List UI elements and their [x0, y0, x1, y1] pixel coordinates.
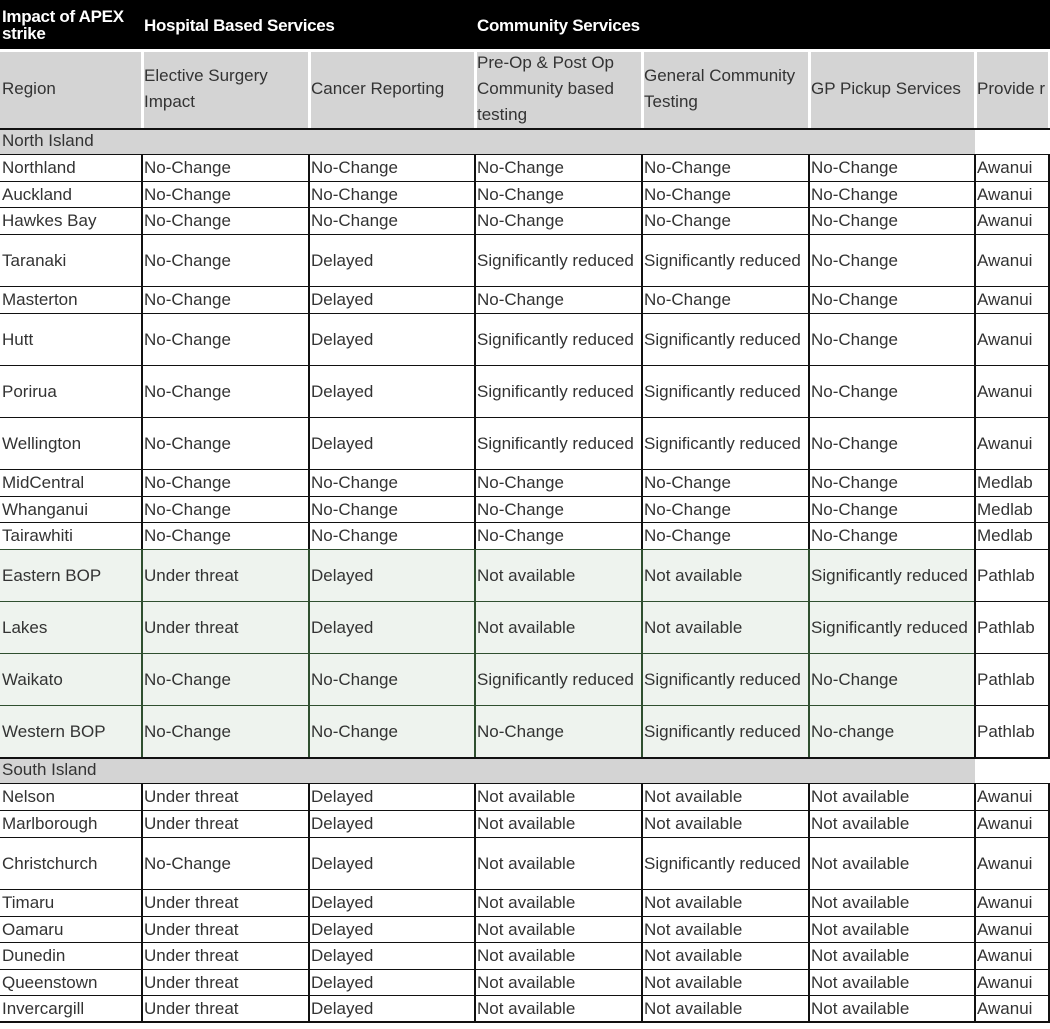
table-cell: Not available: [475, 602, 642, 653]
table-cell: No-Change: [142, 287, 309, 313]
table-cell: Delayed: [309, 602, 475, 653]
table-cell: Delayed: [309, 917, 475, 942]
table-cell: Delayed: [309, 890, 475, 916]
table-cell: Under threat: [142, 602, 309, 653]
table-cell: Delayed: [309, 287, 475, 313]
table-cell: No-Change: [475, 155, 642, 181]
table-cell: Pathlab: [975, 706, 1050, 757]
table-cell: Significantly reduced: [642, 654, 809, 705]
table-cell: Delayed: [309, 943, 475, 969]
table-cell: Delayed: [309, 418, 475, 469]
table-cell: Significantly reduced: [642, 418, 809, 469]
table-cell: Under threat: [142, 550, 309, 601]
table-cell: Medlab: [975, 497, 1050, 522]
table-cell: No-Change: [142, 235, 309, 286]
table-cell: No-Change: [809, 470, 975, 496]
table-cell: Not available: [475, 784, 642, 810]
table-cell: No-Change: [809, 497, 975, 522]
table-cell: Not available: [475, 811, 642, 837]
table-cell: No-Change: [642, 208, 809, 234]
table-cell: Not available: [809, 996, 975, 1021]
table-cell: Not available: [475, 550, 642, 601]
table-cell: No-Change: [475, 182, 642, 207]
table-cell: No-Change: [142, 838, 309, 889]
region-cell: Invercargill: [0, 996, 142, 1021]
table-cell: Delayed: [309, 996, 475, 1021]
table-cell: Not available: [642, 970, 809, 995]
table-cell: No-Change: [142, 418, 309, 469]
table-cell: Significantly reduced: [475, 418, 642, 469]
region-cell: Waikato: [0, 654, 142, 705]
table-cell: Under threat: [142, 917, 309, 942]
table-cell: Not available: [642, 943, 809, 969]
table-cell: No-Change: [809, 208, 975, 234]
table-cell: Not available: [475, 970, 642, 995]
column-header-3: Pre-Op & Post Op Community based testing: [475, 50, 642, 128]
table-cell: Not available: [642, 602, 809, 653]
table-cell: No-Change: [809, 418, 975, 469]
table-cell: No-Change: [475, 287, 642, 313]
table-cell: Under threat: [142, 943, 309, 969]
region-cell: Dunedin: [0, 943, 142, 969]
section-header-blank: [975, 757, 1050, 783]
table-cell: No-Change: [475, 523, 642, 549]
table-cell: Awanui: [975, 943, 1050, 969]
section-header-1: South Island: [0, 757, 975, 783]
group-header-hospital: Hospital Based Services: [142, 0, 475, 50]
table-cell: No-Change: [142, 706, 309, 757]
table-cell: Significantly reduced: [475, 314, 642, 365]
table-cell: No-Change: [142, 314, 309, 365]
table-cell: Delayed: [309, 550, 475, 601]
table-cell: Delayed: [309, 235, 475, 286]
table-cell: Awanui: [975, 784, 1050, 810]
table-cell: Not available: [809, 970, 975, 995]
table-cell: Significantly reduced: [475, 654, 642, 705]
table-cell: Awanui: [975, 838, 1050, 889]
table-cell: Significantly reduced: [809, 550, 975, 601]
table-cell: Significantly reduced: [809, 602, 975, 653]
table-cell: Awanui: [975, 811, 1050, 837]
table-cell: Awanui: [975, 314, 1050, 365]
table-cell: Not available: [475, 838, 642, 889]
table-cell: No-Change: [809, 366, 975, 417]
table-cell: No-Change: [642, 182, 809, 207]
region-cell: Nelson: [0, 784, 142, 810]
table-cell: Not available: [642, 784, 809, 810]
table-cell: Delayed: [309, 838, 475, 889]
region-cell: Oamaru: [0, 917, 142, 942]
table-cell: Delayed: [309, 314, 475, 365]
table-cell: Significantly reduced: [475, 366, 642, 417]
column-header-4: General Community Testing: [642, 50, 809, 128]
table-cell: Medlab: [975, 470, 1050, 496]
table-cell: No-Change: [642, 287, 809, 313]
table-cell: Pathlab: [975, 654, 1050, 705]
region-cell: Porirua: [0, 366, 142, 417]
table-cell: No-Change: [142, 155, 309, 181]
table-cell: No-Change: [809, 314, 975, 365]
table-cell: Awanui: [975, 418, 1050, 469]
table-cell: Not available: [809, 838, 975, 889]
table-cell: Not available: [809, 784, 975, 810]
table-cell: No-Change: [809, 182, 975, 207]
region-cell: Queenstown: [0, 970, 142, 995]
table-cell: Not available: [809, 943, 975, 969]
table-cell: Significantly reduced: [642, 235, 809, 286]
section-header-0: North Island: [0, 128, 975, 154]
region-cell: Hawkes Bay: [0, 208, 142, 234]
column-header-0: Region: [0, 50, 142, 128]
region-cell: Auckland: [0, 182, 142, 207]
table-cell: Pathlab: [975, 550, 1050, 601]
table-cell: No-Change: [142, 366, 309, 417]
table-cell: No-Change: [475, 497, 642, 522]
table-cell: No-Change: [309, 155, 475, 181]
table-cell: Significantly reduced: [642, 706, 809, 757]
group-header-community: Community Services: [475, 0, 1050, 50]
table-cell: Not available: [809, 917, 975, 942]
column-header-1: Elective Surgery Impact: [142, 50, 309, 128]
table-cell: Awanui: [975, 970, 1050, 995]
table-cell: Not available: [475, 890, 642, 916]
table-cell: Not available: [809, 811, 975, 837]
region-cell: Northland: [0, 155, 142, 181]
table-cell: Not available: [642, 890, 809, 916]
table-cell: Awanui: [975, 235, 1050, 286]
table-cell: Pathlab: [975, 602, 1050, 653]
table-cell: Not available: [475, 996, 642, 1021]
table-cell: Significantly reduced: [642, 838, 809, 889]
table-cell: No-Change: [309, 182, 475, 207]
region-cell: Lakes: [0, 602, 142, 653]
table-cell: No-Change: [142, 470, 309, 496]
region-cell: Whanganui: [0, 497, 142, 522]
table-cell: No-change: [809, 706, 975, 757]
table-cell: No-Change: [809, 523, 975, 549]
table-cell: No-Change: [642, 523, 809, 549]
table-cell: Awanui: [975, 996, 1050, 1021]
table-cell: Not available: [642, 811, 809, 837]
table-cell: Awanui: [975, 155, 1050, 181]
table-cell: Under threat: [142, 996, 309, 1021]
region-cell: Wellington: [0, 418, 142, 469]
table-cell: No-Change: [142, 654, 309, 705]
region-cell: Marlborough: [0, 811, 142, 837]
table-cell: Not available: [642, 996, 809, 1021]
region-cell: MidCentral: [0, 470, 142, 496]
table-cell: No-Change: [642, 470, 809, 496]
table-cell: Significantly reduced: [475, 235, 642, 286]
table-cell: No-Change: [809, 155, 975, 181]
table-cell: No-Change: [475, 470, 642, 496]
table-cell: Not available: [475, 917, 642, 942]
table-title: Impact of APEX strike: [0, 0, 142, 50]
table-cell: Delayed: [309, 784, 475, 810]
table-cell: Under threat: [142, 811, 309, 837]
table-cell: Not available: [642, 550, 809, 601]
table-cell: Under threat: [142, 890, 309, 916]
table-cell: Awanui: [975, 287, 1050, 313]
table-cell: No-Change: [309, 654, 475, 705]
region-cell: Taranaki: [0, 235, 142, 286]
table-cell: Under threat: [142, 784, 309, 810]
table-cell: No-Change: [142, 497, 309, 522]
column-header-5: GP Pickup Services: [809, 50, 975, 128]
table-cell: Delayed: [309, 811, 475, 837]
table-cell: Awanui: [975, 366, 1050, 417]
region-cell: Western BOP: [0, 706, 142, 757]
table-cell: Delayed: [309, 366, 475, 417]
table-cell: Awanui: [975, 890, 1050, 916]
table-cell: No-Change: [142, 523, 309, 549]
table-cell: Not available: [642, 917, 809, 942]
table-cell: No-Change: [809, 235, 975, 286]
table-cell: Significantly reduced: [642, 366, 809, 417]
table-cell: Medlab: [975, 523, 1050, 549]
table-cell: No-Change: [309, 497, 475, 522]
table-cell: Significantly reduced: [642, 314, 809, 365]
table-cell: No-Change: [809, 654, 975, 705]
table-cell: Not available: [475, 943, 642, 969]
table-cell: Awanui: [975, 182, 1050, 207]
region-cell: Timaru: [0, 890, 142, 916]
table-cell: Awanui: [975, 208, 1050, 234]
section-header-blank: [975, 128, 1050, 154]
table-cell: No-Change: [309, 706, 475, 757]
column-header-2: Cancer Reporting: [309, 50, 475, 128]
table-cell: No-Change: [142, 182, 309, 207]
table-cell: No-Change: [475, 208, 642, 234]
column-header-6: Provide r: [975, 50, 1050, 128]
table-cell: Under threat: [142, 970, 309, 995]
table-cell: No-Change: [642, 155, 809, 181]
table-cell: No-Change: [309, 470, 475, 496]
table-cell: No-Change: [142, 208, 309, 234]
table-cell: No-Change: [642, 497, 809, 522]
region-cell: Tairawhiti: [0, 523, 142, 549]
region-cell: Masterton: [0, 287, 142, 313]
region-cell: Christchurch: [0, 838, 142, 889]
table-cell: No-Change: [309, 208, 475, 234]
table-cell: Not available: [809, 890, 975, 916]
region-cell: Eastern BOP: [0, 550, 142, 601]
table-cell: No-Change: [309, 523, 475, 549]
region-cell: Hutt: [0, 314, 142, 365]
table-cell: No-Change: [809, 287, 975, 313]
table-cell: Delayed: [309, 970, 475, 995]
table-cell: No-Change: [475, 706, 642, 757]
table-cell: Awanui: [975, 917, 1050, 942]
